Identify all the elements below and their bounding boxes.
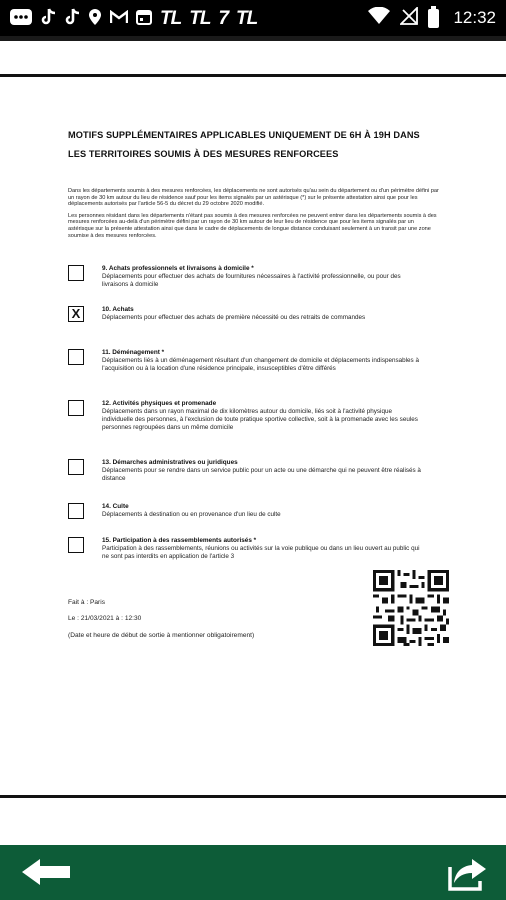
tiktok-icon bbox=[40, 8, 56, 29]
reason-title: 12. Activités physiques et promenade bbox=[102, 400, 217, 407]
tl-badge: TL bbox=[189, 7, 211, 29]
reason-description: Déplacements à destination ou en provenance d'un lieu de culte bbox=[102, 511, 281, 518]
intro-paragraph-1: Dans les départements soumis à des mesures renforcées, les déplacements ne sont autorisés qu'au sein du département ou d'un périmètre défini par un rayon de 30 km autour du lieu de résidence sauf pour les items signalés par un astérisque (*) sur le présente attestation ainsi que pour les déplacements autorisés par l'article 56-5 du décret du 29 octobre 2020 modifié. bbox=[68, 188, 439, 208]
reason-title: 15. Participation à des rassemblements autorisés * bbox=[102, 537, 257, 544]
bottom-toolbar bbox=[0, 845, 506, 900]
document-bottom-rule bbox=[0, 795, 506, 798]
no-signal-icon bbox=[400, 7, 418, 30]
share-icon bbox=[446, 857, 488, 891]
reason-description: Déplacements dans un rayon maximal de dix kilomètres autour du domicile, liés soit à l'activité physique individuelle des personnes, à l'exclusion de toute pratique sportive collective, soit à la promenade avec les seules personnes regroupées dans un même domicile bbox=[102, 408, 418, 431]
reason-checkbox[interactable] bbox=[68, 459, 84, 475]
seven-badge: 7 bbox=[218, 7, 229, 29]
reason-title: 13. Démarches administratives ou juridiques bbox=[102, 459, 238, 466]
signature-note: (Date et heure de début de sortie à mentionner obligatoirement) bbox=[68, 632, 255, 639]
signature-datetime: Le : 21/03/2021 à : 12:30 bbox=[68, 615, 142, 622]
more-icon bbox=[10, 9, 32, 28]
reason-checkbox[interactable] bbox=[68, 537, 84, 553]
reason-description: Déplacements pour effectuer des achats de fournitures nécessaires à l'activité professionnelle, ou pour des livraisons à domicile bbox=[102, 273, 401, 288]
tiktok-icon bbox=[64, 8, 80, 29]
reason-checkbox[interactable]: X bbox=[68, 306, 84, 322]
intro-paragraph-2: Les personnes résidant dans les départements n'étant pas soumis à des mesures renforcées ne peuvent entrer dans les départements soumis à des mesures renforcées au-delà d'un périmètre défini par un rayon de 30 km autour de leur lieu de résidence que pour les items signalés par un astérisque sur la présente attestation ainsi que dans le cadre de déplacements de longue distance conduisant seulement à un transit par une zone soumise à des mesures renforcées. bbox=[68, 212, 437, 239]
reason-checkbox[interactable] bbox=[68, 349, 84, 365]
top-divider bbox=[0, 36, 506, 41]
reason-description: Déplacements pour se rendre dans un service public pour un acte ou une démarche qui ne peuvent être réalisés à distance bbox=[102, 467, 421, 482]
clock: 12:32 bbox=[453, 8, 496, 27]
share-button[interactable] bbox=[446, 857, 488, 891]
status-bar bbox=[0, 0, 506, 36]
qr-code bbox=[373, 570, 449, 646]
reason-title: 10. Achats bbox=[102, 306, 134, 313]
document-top-rule bbox=[0, 74, 506, 77]
tl-badge: TL bbox=[160, 7, 182, 29]
arrow-left-icon bbox=[20, 857, 74, 887]
calendar-icon bbox=[136, 9, 152, 28]
location-icon bbox=[88, 8, 102, 29]
reason-checkbox[interactable] bbox=[68, 400, 84, 416]
wifi-icon bbox=[368, 7, 390, 30]
reason-title: 9. Achats professionnels et livraisons à domicile * bbox=[102, 265, 254, 272]
reason-description: Participation à des rassemblements, réunions ou activités sur la voie publique ou dans un lieu ouvert au public qui ne sont pas interdits en application de l'article 3 bbox=[102, 545, 420, 560]
reason-checkbox[interactable] bbox=[68, 503, 84, 519]
document bbox=[68, 126, 440, 239]
reason-description: Déplacements pour effectuer des achats de première nécessité ou des retraits de commandes bbox=[102, 314, 366, 321]
reason-title: 14. Culte bbox=[102, 503, 129, 510]
reason-checkbox[interactable] bbox=[68, 265, 84, 281]
document-title: MOTIFS SUPPLÉMENTAIRES APPLICABLES UNIQUEMENT DE 6H À 19H DANS LES TERRITOIRES SOUMIS À DES MESURES RENFORCEES bbox=[68, 130, 420, 159]
battery-icon bbox=[428, 9, 439, 28]
reason-description: Déplacements liés à un déménagement résultant d'un changement de domicile et déplacements indispensables à l'acquisition ou à la location d'une résidence principale, insusceptibles d'être différés bbox=[102, 357, 419, 372]
reason-title: 11. Déménagement * bbox=[102, 349, 165, 356]
back-button[interactable] bbox=[20, 857, 74, 887]
tl-badge: TL bbox=[236, 7, 258, 29]
signature-place: Fait à : Paris bbox=[68, 599, 106, 606]
gmail-icon bbox=[110, 10, 128, 27]
